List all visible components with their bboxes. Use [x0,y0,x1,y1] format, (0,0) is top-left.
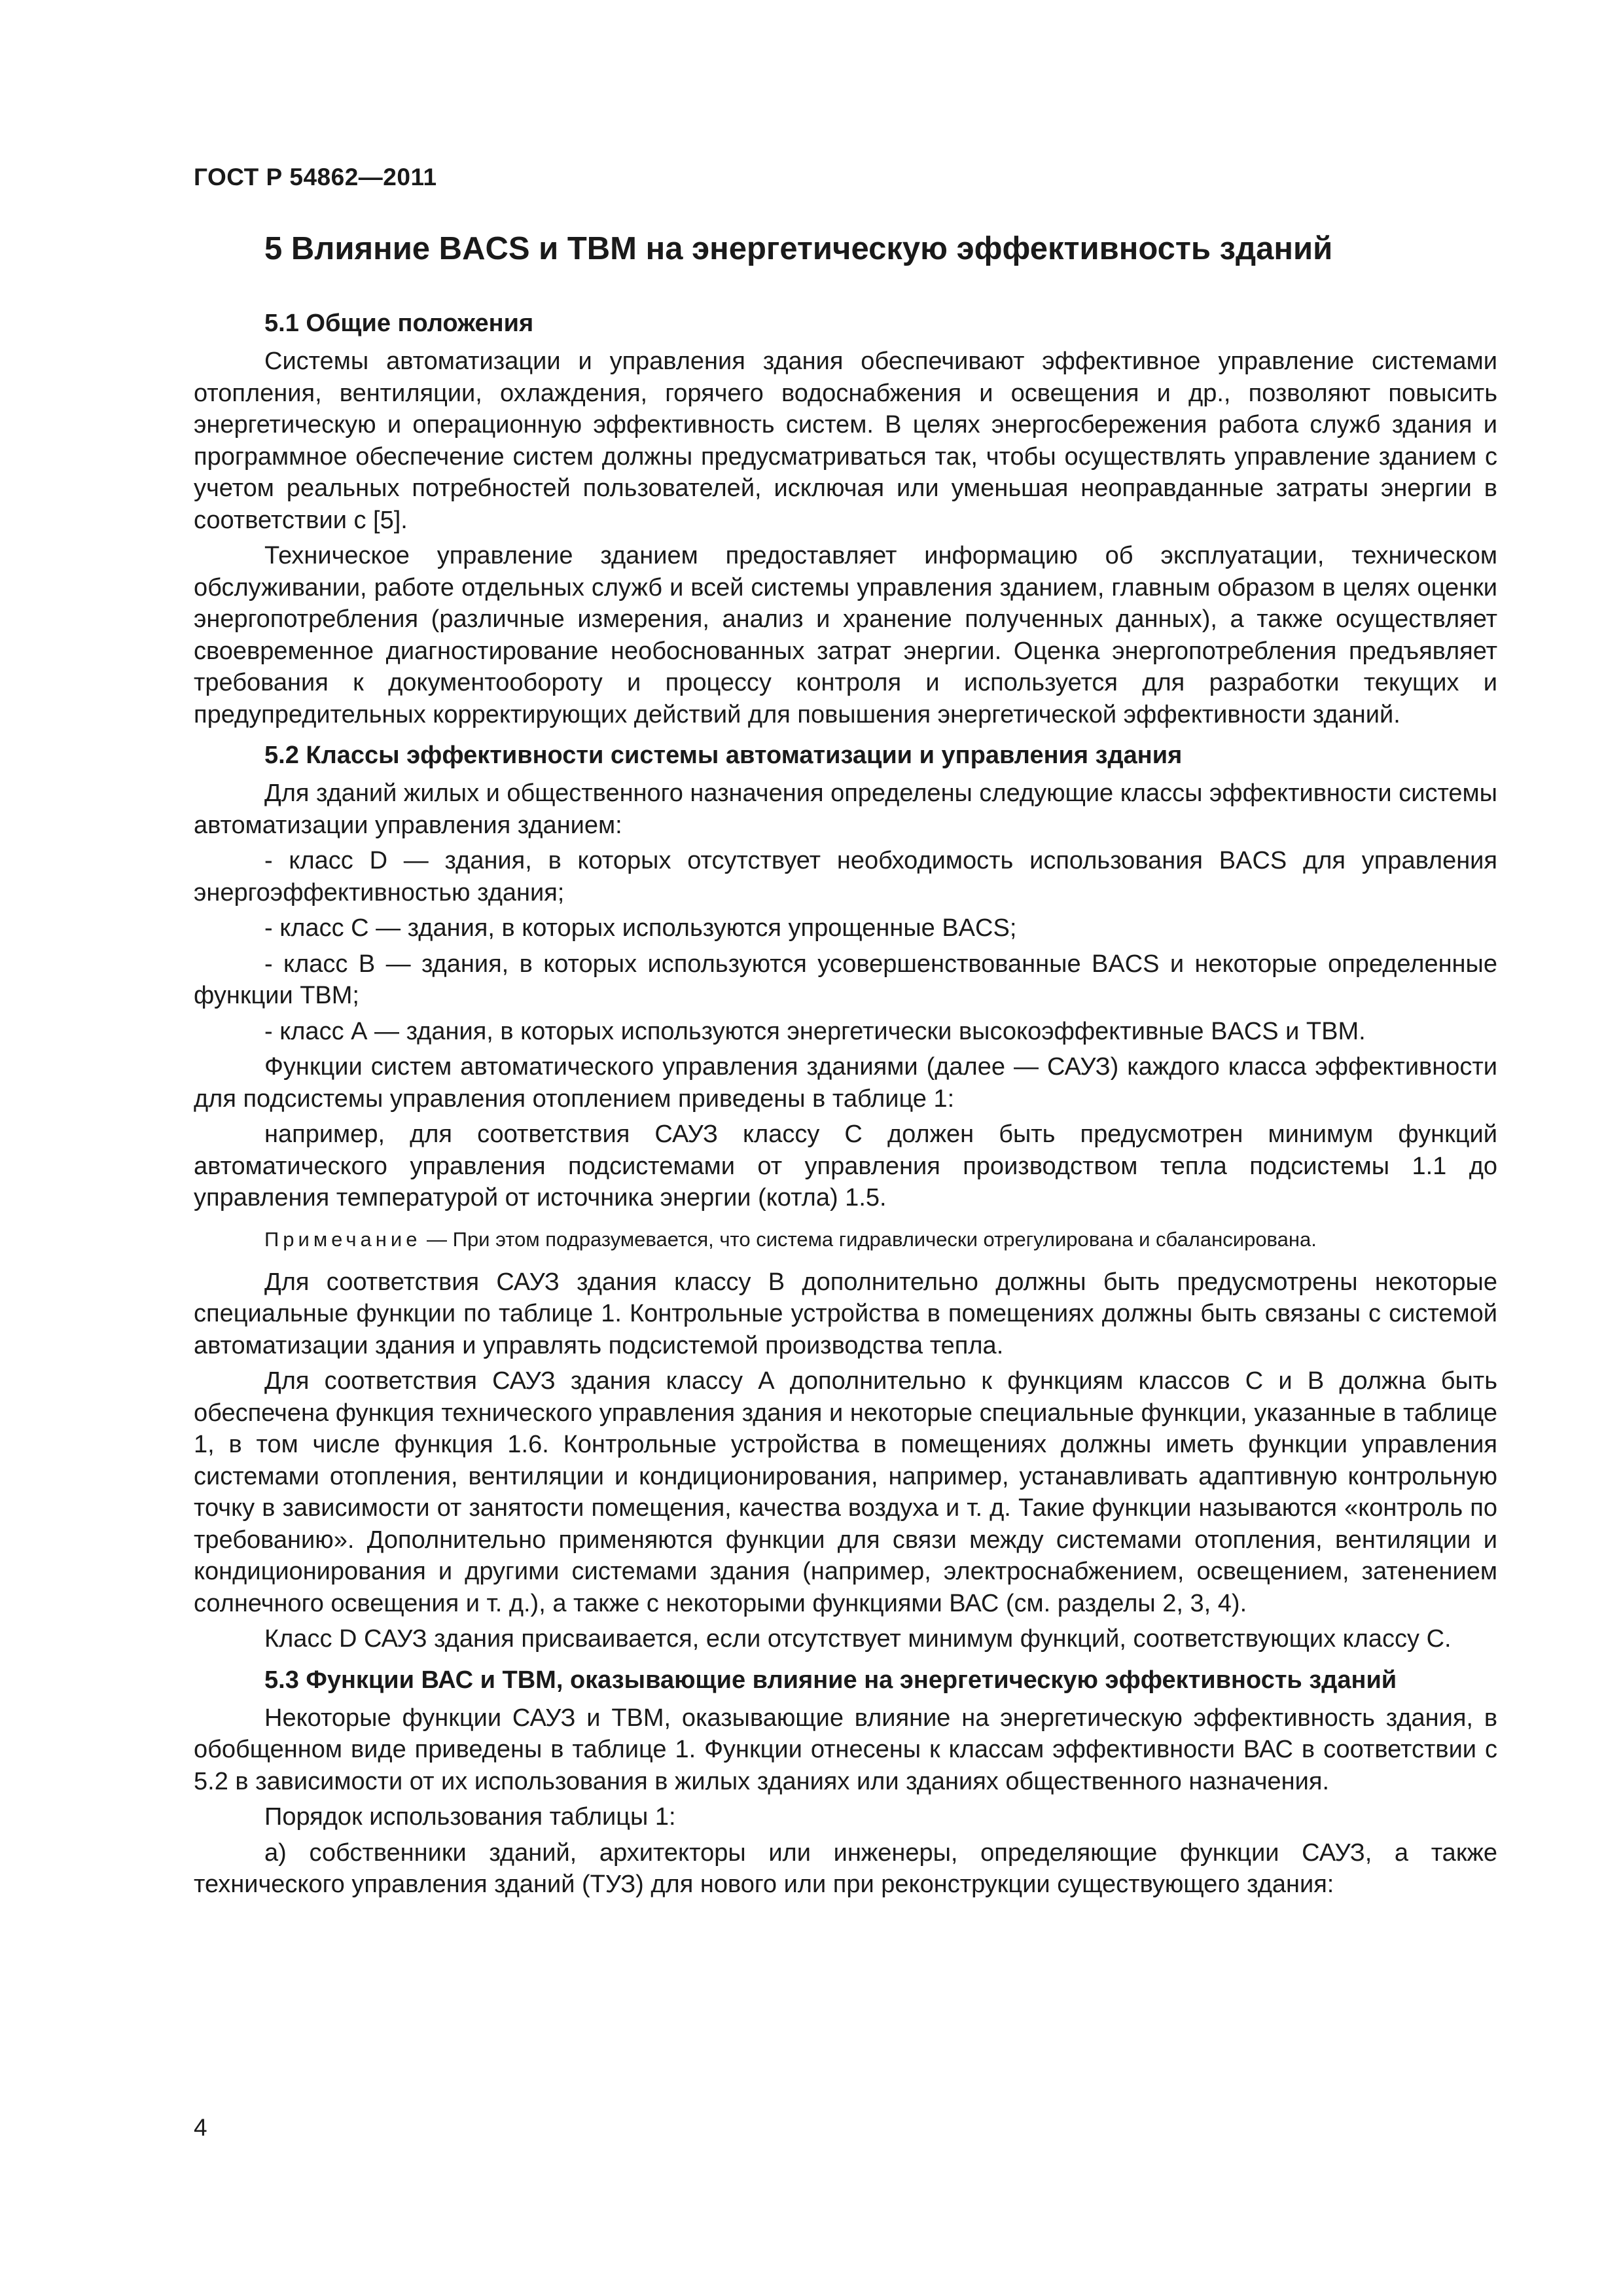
paragraph: Техническое управление зданием предоставляет информацию об эксплуатации, техническом обслуживании, работе отдельных служб и всей системы управления зданием, главным образом в целях оценки энергопотребления (различные измерения, анализ и хранение полученных данных), а также осуществляет своевременное диагностирование необоснованных затрат энергии. Оценка энергопотребления предъявляет требования к документообороту и процессу контроля и используется для разработки текущих и предупредительных корректирующих действий для повышения энергетической эффективности зданий. [194,542,1497,728]
list-item-class-c: - класс С — здания, в которых используются упрощенные BACS; [264,914,1017,942]
document-body [194,228,1497,1901]
paragraph: а) собственники зданий, архитекторы или инженеры, определяющие функции САУЗ, а также технического управления зданий (ТУЗ) для нового или при реконструкции существующего здания: [194,1839,1497,1898]
note-label: Примечание [264,1227,421,1251]
paragraph: Системы автоматизации и управления здания обеспечивают эффективное управление системами отопления, вентиляции, охлаждения, горячего водоснабжения и освещения и др., позволяют повысить энергетическую и операционную эффективность систем. В целях энергосбережения работа служб здания и программное обеспечение систем должны предусматриваться так, чтобы осуществлять управление зданием с учетом реальных потребностей пользователей, исключая или уменьшая неоправданные затраты энергии в соответствии с [5]. [194,348,1497,534]
paragraph: Порядок использования таблицы 1: [264,1803,676,1831]
subsection-5-3-title: 5.3 Функции ВАС и ТВМ, оказывающие влияние на энергетическую эффективность зданий [264,1666,1397,1694]
note [194,1225,1497,1255]
paragraph: Для соответствия САУЗ здания классу А дополнительно к функциям классов С и В должна быть обеспечена функция технического управления здания и некоторые специальные функции, указанные в таблице 1, в том числе функция 1.6. Контрольные устройства в помещениях должны иметь функции управления системами отопления, вентиляции и кондиционирования, например, устанавливать адаптивную контрольную точку в зависимости от занятости помещения, качества воздуха и т. д. Такие функции называются «контроль по требованию». Дополнительно применяются функции для связи между системами отопления, вентиляции и кондиционирования и другими системами здания (например, электроснабжением, освещением, затенением солнечного освещения и т. д.), а также с некоторыми функциями ВАС (см. разделы 2, 3, 4). [194,1367,1497,1617]
page-number: 4 [194,2114,207,2141]
document-header-id: ГОСТ Р 54862—2011 [194,164,437,190]
list-item-class-a: - класс А — здания, в которых используются энергетически высокоэффективные BACS и ТВМ. [264,1017,1366,1045]
subsection-5-1-title: 5.1 Общие положения [264,310,534,337]
paragraph: Некоторые функции САУЗ и ТВМ, оказывающие влияние на энергетическую эффективность здания, в обобщенном виде приведены в таблице 1. Функции отнесены к классам эффективности ВАС в соответствии с 5.2 в зависимости от их использования в жилых зданиях или зданиях общественного назначения. [194,1704,1497,1795]
paragraph: Класс D САУЗ здания присваивается, если отсутствует минимум функций, соответствующих классу С. [264,1625,1452,1653]
note-text: — При этом подразумевается, что система гидравлически отрегулирована и сбалансирована. [421,1227,1317,1251]
paragraph: Для зданий жилых и общественного назначения определены следующие классы эффективности системы автоматизации управления зданием: [194,780,1497,839]
list-item-class-d: - класс D — здания, в которых отсутствует необходимость использования BACS для управления энергоэффективностью здания; [194,847,1497,906]
subsection-5-2-title: 5.2 Классы эффективности системы автоматизации и управления здания [264,742,1183,769]
list-item-class-b: - класс В — здания, в которых используются усовершенствованные BACS и некоторые определенные функции ТВМ; [194,950,1497,1009]
paragraph: Функции систем автоматического управления зданиями (далее — САУЗ) каждого класса эффективности для подсистемы управления отоплением приведены в таблице 1: [194,1053,1497,1113]
section-title: 5 Влияние BACS и ТВМ на энергетическую эффективность зданий [264,231,1333,266]
paragraph: например, для соответствия САУЗ классу С должен быть предусмотрен минимум функций автоматического управления подсистемами от управления производством тепла подсистемы 1.1 до управления температурой от источника энергии (котла) 1.5. [194,1121,1497,1211]
paragraph: Для соответствия САУЗ здания классу В дополнительно должны быть предусмотрены некоторые специальные функции по таблице 1. Контрольные устройства в помещениях должны быть связаны с системой автоматизации здания и управлять подсистемой производства тепла. [194,1268,1497,1359]
